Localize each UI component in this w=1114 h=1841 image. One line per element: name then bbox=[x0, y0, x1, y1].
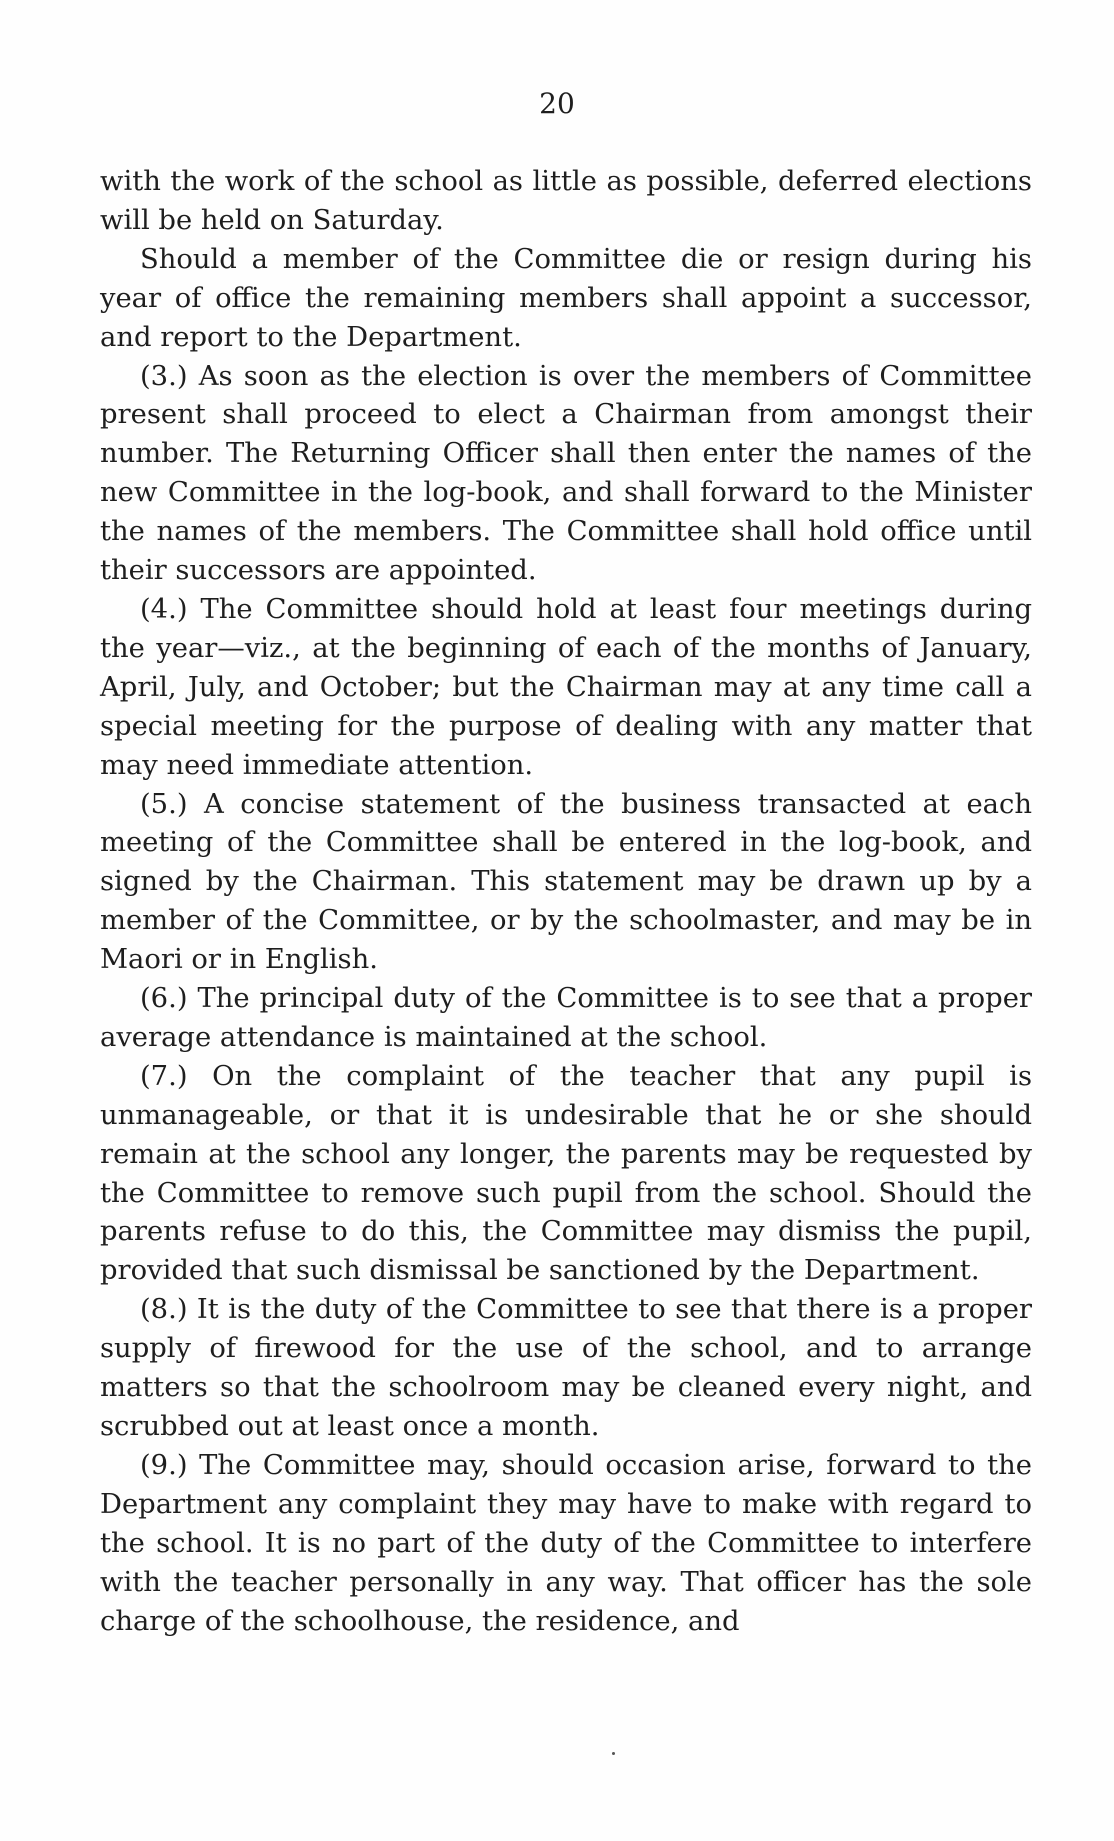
paragraph-4: (4.) The Committee should hold at least four meetings during the year—viz., at the beginning of each of the months of January, April, July, and October; but the Chairman may at any time call a special meeting for the purpose of dealing with any matter that may need immediate attention. bbox=[100, 593, 1032, 781]
print-speck bbox=[612, 1752, 615, 1755]
paragraph-7: (7.) On the complaint of the teacher that any pupil is unmanageable, or that it is undesirable that he or she should remain at the school any longer, the parents may be requested by the Committee to remove such pupil from the school. Should the parents refuse to do this, the Committee may dismiss the pupil, provided that such dismissal be sanctioned by the Department. bbox=[100, 1060, 1032, 1287]
body-text bbox=[100, 163, 1032, 1641]
paragraph-continuation: with the work of the school as little as possible, deferred elections will be held on Saturday. bbox=[100, 166, 1032, 236]
paragraph-5: (5.) A concise statement of the business transacted at each meeting of the Committee shall be entered in the log-book, and signed by the Chairman. This statement may be drawn up by a member of the Committee, or by the schoolmaster, and may be in Maori or in English. bbox=[100, 788, 1032, 976]
paragraph-8: (8.) It is the duty of the Committee to see that there is a proper supply of firewood for the use of the school, and to arrange matters so that the schoolroom may be cleaned every night, and scrubbed out at least once a month. bbox=[100, 1294, 1032, 1442]
page-number: 20 bbox=[539, 87, 575, 120]
paragraph-6: (6.) The principal duty of the Committee is to see that a proper average attendance is maintained at the school. bbox=[100, 983, 1032, 1053]
paragraph-3: (3.) As soon as the election is over the members of Committee present shall proceed to elect a Chairman from amongst their number. The Returning Officer shall then enter the names of the new Committee in the log-book, and shall forward to the Minister the names of the members. The Committee shall hold office until their successors are appointed. bbox=[100, 360, 1032, 587]
paragraph-vacancy: Should a member of the Committee die or resign during his year of office the remaining members shall appoint a successor, and report to the Department. bbox=[100, 243, 1032, 353]
paragraph-9: (9.) The Committee may, should occasion arise, forward to the Department any complaint they may have to make with regard to the school. It is no part of the duty of the Committee to interfere with the teacher personally in any way. That officer has the sole charge of the schoolhouse, the residence, and bbox=[100, 1449, 1032, 1637]
